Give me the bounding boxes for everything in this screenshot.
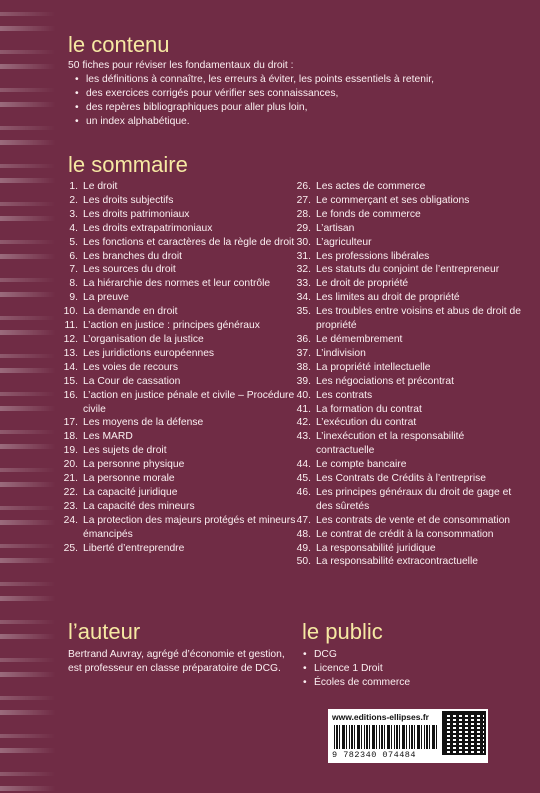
toc-entry: 30. L’agriculteur (296, 236, 372, 248)
toc-entry: 4. Les droits extrapatrimoniaux (69, 222, 213, 234)
toc-entry: 48. Le contrat de crédit à la consommation (296, 528, 494, 540)
toc-entry: 19. Les sujets de droit (63, 445, 167, 457)
toc-entry: 39. Les négociations et précontrat (296, 375, 454, 387)
contenu-item: • un index alphabétique. (74, 115, 508, 129)
public-list (302, 648, 502, 690)
toc-entry: 46. Les principes généraux du droit de gage et des sûretés (296, 486, 512, 512)
contenu-intro: 50 fiches pour réviser les fondamentaux du droit : (68, 60, 294, 71)
barcode-bars (334, 725, 438, 749)
toc-entry: 18. Les MARD (63, 431, 133, 443)
toc-entry: 15. La Cour de cassation (63, 375, 181, 387)
publisher-url[interactable]: www.editions-ellipses.fr (332, 712, 429, 722)
public-item: • DCG (302, 648, 502, 662)
toc-entry: 27. Le commerçant et ses obligations (296, 194, 470, 206)
toc-entry: 38. La propriété intellectuelle (296, 361, 431, 373)
qr-code-icon (444, 713, 484, 753)
toc-entry: 45. Les Contrats de Crédits à l’entreprise (296, 473, 486, 485)
public-item: • Écoles de commerce (302, 676, 502, 690)
toc-entry: 34. Les limites au droit de propriété (296, 292, 460, 304)
toc-entry: 6. Les branches du droit (69, 250, 183, 262)
toc-entry: 33. Le droit de propriété (296, 278, 409, 290)
sommaire-left-column (60, 180, 298, 555)
isbn-number: 9 782340 074484 (332, 750, 417, 760)
toc-entry: 17. Les moyens de la défense (63, 417, 204, 429)
toc-entry: 20. La personne physique (63, 459, 185, 471)
toc-entry: 13. Les juridictions européennes (63, 347, 215, 359)
toc-entry: 29. L’artisan (296, 222, 355, 234)
toc-entry: 26. Les actes de commerce (296, 181, 426, 192)
toc-entry: 31. Les professions libérales (296, 250, 430, 262)
toc-entry: 5. Les fonctions et caractères de la règle de droit (69, 236, 295, 248)
toc-entry: 22. La capacité juridique (63, 486, 178, 498)
toc-entry: 2. Les droits subjectifs (69, 194, 174, 206)
toc-entry: 40. Les contrats (296, 389, 373, 401)
public-item: • Licence 1 Droit (302, 662, 502, 676)
toc-entry: 7. Les sources du droit (69, 264, 176, 276)
toc-entry: 41. La formation du contrat (296, 403, 422, 415)
toc-entry: 50. La responsabilité extracontractuelle (296, 556, 478, 568)
toc-entry: 25. Liberté d’entreprendre (63, 542, 185, 554)
toc-entry: 47. Les contrats de vente et de consommation (296, 514, 511, 526)
toc-entry: 32. Les statuts du conjoint de l’entrepreneur (296, 264, 500, 276)
toc-entry: 12. L’organisation de la justice (63, 333, 204, 345)
auteur-text: Bertrand Auvray, agrégé d’économie et gestion, est professeur en classe préparatoire de DCG. (68, 649, 285, 674)
contenu-heading: le contenu (68, 32, 170, 57)
barcode-block (328, 709, 488, 763)
toc-entry: 11. L’action en justice : principes généraux (64, 320, 260, 332)
toc-entry: 23. La capacité des mineurs (63, 500, 195, 512)
contenu-item: • des repères bibliographiques pour aller plus loin, (74, 101, 508, 115)
toc-entry: 10. La demande en droit (63, 306, 178, 318)
toc-entry: 9. La preuve (69, 292, 129, 304)
toc-entry: 28. Le fonds de commerce (296, 208, 421, 220)
sommaire-heading: le sommaire (68, 152, 188, 177)
striped-spine-edge (0, 0, 56, 793)
public-heading: le public (302, 619, 383, 644)
toc-entry: 24. La protection des majeurs protégés et mineurs émancipés (63, 514, 296, 540)
sommaire-right-column (293, 180, 525, 569)
toc-entry: 44. Le compte bancaire (296, 459, 407, 471)
auteur-heading: l’auteur (68, 619, 141, 644)
toc-entry: 3. Les droits patrimoniaux (69, 208, 190, 220)
contenu-item: • les définitions à connaître, les erreurs à éviter, les points essentiels à retenir, (74, 73, 508, 87)
toc-entry: 37. L’indivision (296, 347, 366, 359)
toc-entry: 21. La personne morale (63, 473, 175, 485)
toc-entry: 49. La responsabilité juridique (296, 542, 436, 554)
toc-entry: 43. L’inexécution et la responsabilité contractuelle (296, 431, 465, 457)
toc-entry: 36. Le démembrement (296, 333, 403, 345)
contenu-item: • des exercices corrigés pour vérifier ses connaissances, (74, 87, 508, 101)
toc-entry: 1. Le droit (69, 181, 118, 192)
toc-entry: 14. Les voies de recours (63, 361, 179, 373)
toc-entry: 16. L’action en justice pénale et civile – Procédure civile (63, 389, 295, 415)
toc-entry: 35. Les troubles entre voisins et abus de droit de propriété (296, 306, 521, 332)
toc-entry: 8. La hiérarchie des normes et leur contrôle (69, 278, 271, 290)
toc-entry: 42. L’exécution du contrat (296, 417, 417, 429)
contenu-section (68, 59, 508, 129)
contenu-list (74, 73, 508, 129)
